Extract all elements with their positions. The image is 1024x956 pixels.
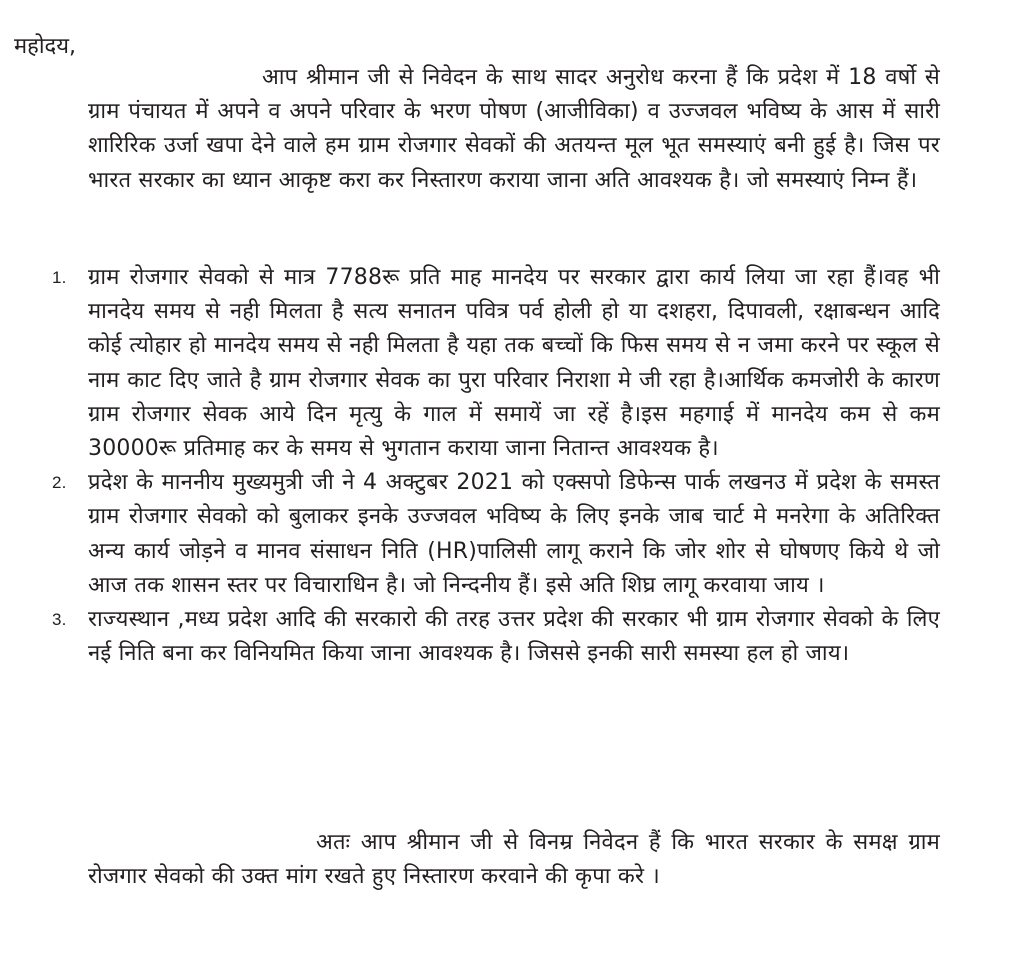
list-item [52,466,940,603]
closing-paragraph: अतः आप श्रीमान जी से विनम्र निवेदन हैं कि भारत सरकार के समक्ष ग्राम रोजगार सेवको की उक्त मांग रखते हुए निस्तारण करवाने की कृपा करे । [88,830,940,890]
points-list [0,261,1024,671]
list-item [52,603,940,671]
list-item-number: 1. [52,268,67,287]
list-item [52,261,940,466]
intro-paragraph: आप श्रीमान जी से निवेदन के साथ सादर अनुरोध करना हैं कि प्रदेश में 18 वर्षो से ग्राम पंचायत में अपने व अपने परिवार के भरण पोषण (आजीविका) व उज्जवल भविष्य के आस में सारी शारिरिक उर्जा खपा देने वाले हम ग्राम रोजगार सेवकों की अतयन्त मूल भूत समस्याएं बनी हुई है। जिस पर भारत सरकार का ध्यान आकृष्ट करा कर निस्तारण कराया जाना अति आवश्यक है। जो समस्याएं निम्न हैं। [88,65,940,193]
list-item-text: ग्राम रोजगार सेवको से मात्र 7788रू प्रति माह मानदेय पर सरकार द्वारा कार्य लिया जा रहा हैं।वह भी मानदेय समय से नही मिलता है सत्य सनातन पवित्र पर्व होली हो या दशहरा, दिपावली, रक्षाबन्धन आदि कोई त्योहार हो मानदेय समय से नही मिलता है यहा तक बच्चों कि फिस समय से न जमा करने पर स्कूल से नाम काट दिए जाते है ग्राम रोजगार सेवक का पुरा परिवार निराशा मे जी रहा है।आर्थिक कमजोरी के कारण ग्राम रोजगार सेवक आये दिन मृत्यु के गाल में समायें जा रहें है।इस महगाई में मानदेय कम से कम 30000रू प्रतिमाह कर के समय से भुगतान कराया जाना नितान्त आवश्यक है। [88,265,940,462]
list-item-text: प्रदेश के माननीय मुख्यमुत्री जी ने 4 अक्टुबर 2021 को एक्सपो डिफेन्स पार्क लखनउ में प्रदेश के समस्त ग्राम रोजगार सेवको को बुलाकर इनके उज्जवल भविष्य के लिए इनके जाब चार्ट मे मनरेगा के अतिरिक्त अन्य कार्य जोड़ने व मानव संसाधन निति (HR)पालिसी लागू कराने कि जोर शोर से घोषणए किये थे जो आज तक शासन स्तर पर विचाराधिन है। जो निन्दनीय हैं। इसे अति शिघ्र लागू करवाया जाय । [88,470,940,598]
list-item-number: 3. [52,610,67,630]
salutation: महोदय, [14,34,76,59]
list-item-number: 2. [52,473,67,493]
list-item-text: राज्यस्थान ,मध्य प्रदेश आदि की सरकारो की तरह उत्तर प्रदेश की सरकार भी ग्राम रोजगार सेवको के लिए नई निति बना कर विनियमित किया जाना आवश्यक है। जिससे इनकी सारी समस्या हल हो जाय। [88,607,940,667]
